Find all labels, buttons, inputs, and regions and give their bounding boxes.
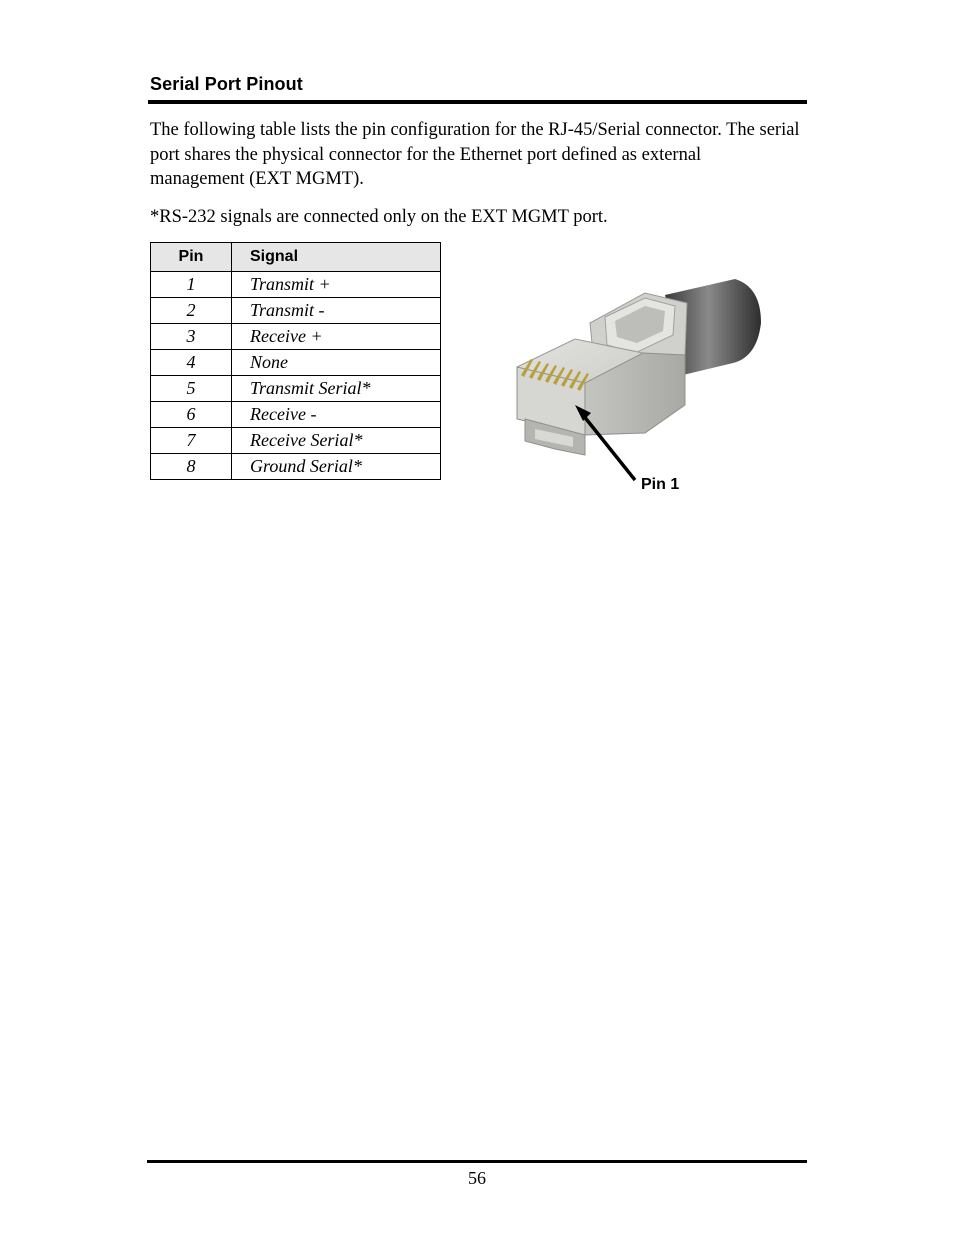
pin-number: 7: [151, 428, 232, 454]
pin-number: 3: [151, 324, 232, 350]
pinout-table: [150, 242, 441, 480]
pin1-callout-label: Pin 1: [641, 476, 680, 493]
pin-signal: Receive -: [232, 402, 441, 428]
table-row: [151, 454, 441, 480]
pin-number: 4: [151, 350, 232, 376]
table-row: [151, 350, 441, 376]
table-row: [151, 376, 441, 402]
footer-rule: [147, 1160, 807, 1163]
intro-paragraph: The following table lists the pin configuration for the RJ-45/Serial connector. The serial port shares the physical connector for the Ethernet port defined as external management (EXT MGMT).: [150, 120, 800, 189]
pin-number: 6: [151, 402, 232, 428]
rj45-connector-illustration: [495, 265, 765, 500]
header-signal: Signal: [232, 243, 441, 272]
pin-number: 1: [151, 272, 232, 298]
pin-number: 5: [151, 376, 232, 402]
table-row: [151, 428, 441, 454]
pin-signal: None: [232, 350, 441, 376]
pin-signal: Transmit +: [232, 272, 441, 298]
heading-rule: [148, 100, 807, 104]
table-header-row: [151, 243, 441, 272]
note-paragraph: *RS-232 signals are connected only on the EXT MGMT port.: [150, 207, 608, 227]
pin-signal: Ground Serial*: [232, 454, 441, 480]
pin-signal: Transmit -: [232, 298, 441, 324]
table-row: [151, 402, 441, 428]
table-row: [151, 324, 441, 350]
section-heading: Serial Port Pinout: [150, 74, 303, 94]
pin-signal: Receive +: [232, 324, 441, 350]
header-pin: Pin: [151, 243, 232, 272]
table-row: [151, 298, 441, 324]
pin-signal: Transmit Serial*: [232, 376, 441, 402]
page-number: 56: [468, 1168, 486, 1188]
pin-signal: Receive Serial*: [232, 428, 441, 454]
pin-number: 2: [151, 298, 232, 324]
pin-number: 8: [151, 454, 232, 480]
table-row: [151, 272, 441, 298]
